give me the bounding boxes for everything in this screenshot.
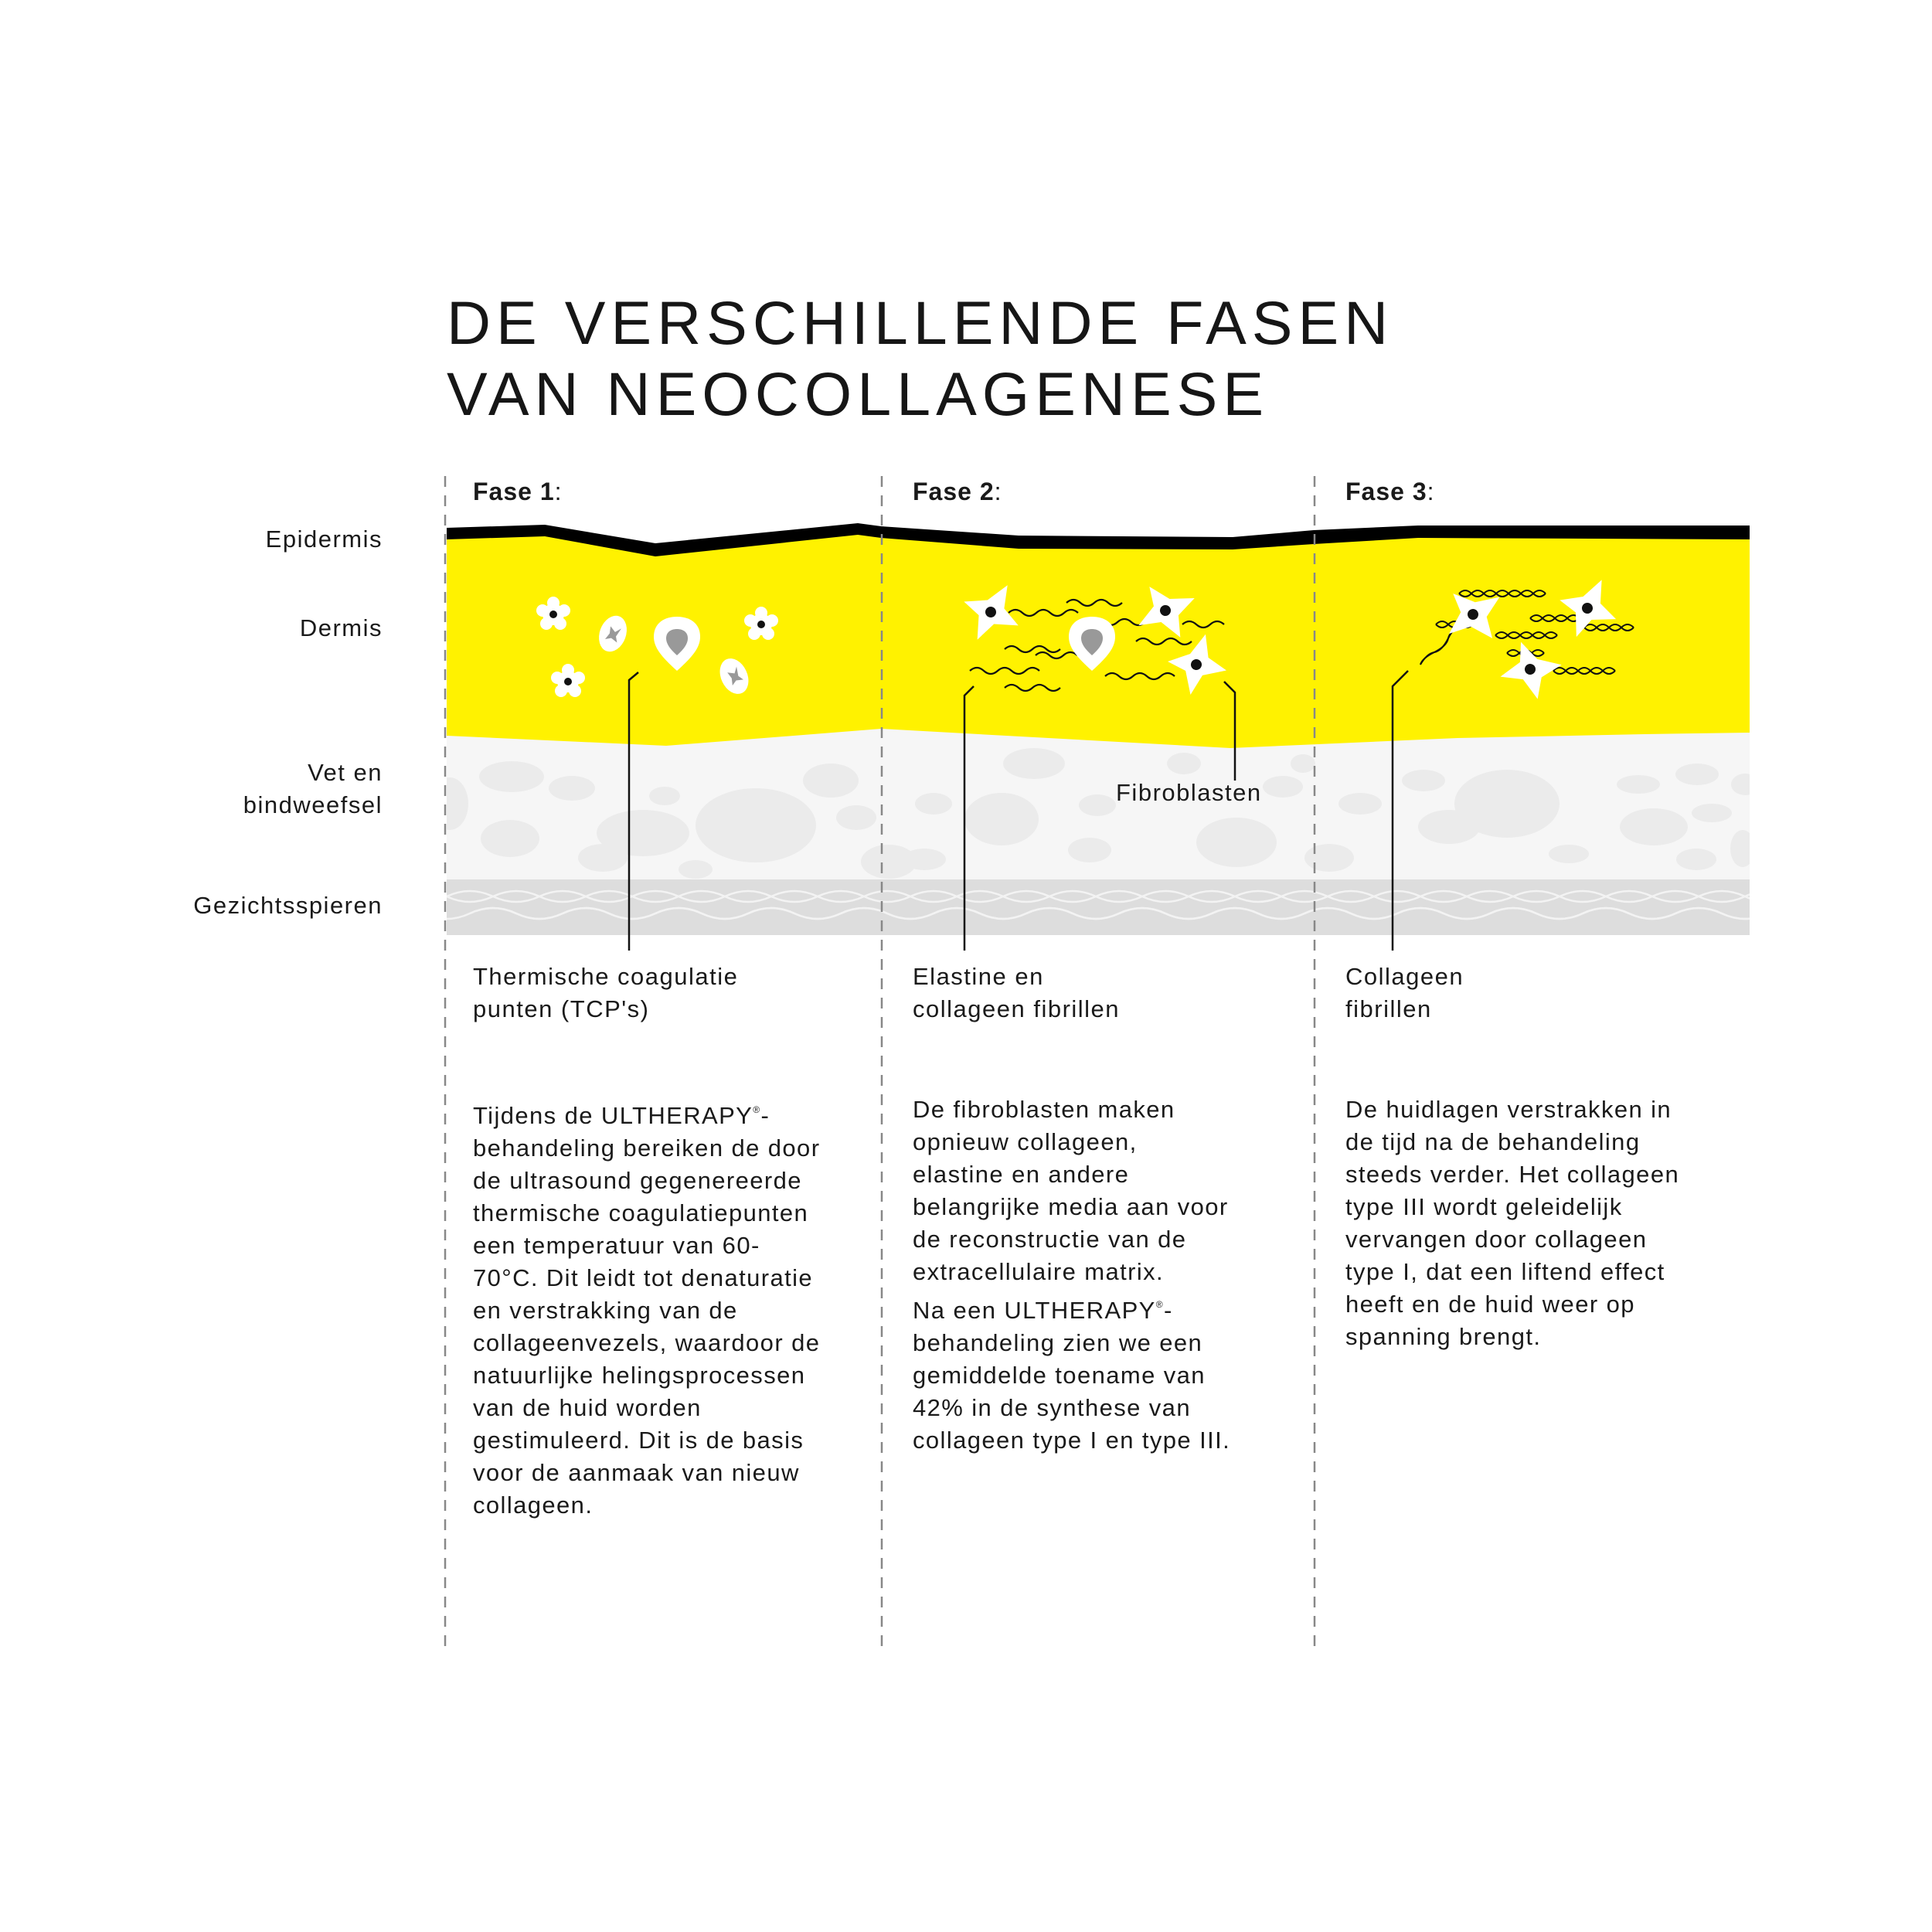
desc-1-line-13: collageen. xyxy=(473,1492,594,1519)
desc-3-line-7: heeft en de huid weer op xyxy=(1345,1291,1635,1318)
desc-1-line-2: behandeling bereiken de door xyxy=(473,1134,821,1162)
desc-3-line-8: spanning brengt. xyxy=(1345,1323,1542,1350)
desc-2-line-9: gemiddelde toename van xyxy=(913,1362,1206,1389)
layer-label-fat xyxy=(243,757,383,821)
desc-1-line-7: en verstrakking van de xyxy=(473,1297,738,1324)
brand-name: ULTHERAPY xyxy=(1004,1297,1156,1324)
layer-label-epidermis xyxy=(266,523,383,556)
desc-2-line-3: elastine en andere xyxy=(913,1161,1130,1188)
desc-2-line-8: behandeling zien we een xyxy=(913,1329,1203,1356)
registered-mark: ® xyxy=(753,1104,761,1115)
callout-collagen xyxy=(1345,961,1464,1026)
desc-2-line-5: de reconstructie van de xyxy=(913,1226,1187,1253)
desc-3-line-6: type I, dat een liftend effect xyxy=(1345,1258,1665,1285)
brand-name: ULTHERAPY xyxy=(600,1102,753,1129)
fat-text-line-1: Vet en xyxy=(308,759,383,786)
phase-2-colon: : xyxy=(994,478,1002,505)
phase-1-colon: : xyxy=(554,478,563,505)
epidermis-text: Epidermis xyxy=(265,526,383,553)
layer-label-dermis xyxy=(300,612,383,645)
desc-1-line-10: van de huid worden xyxy=(473,1394,702,1421)
phase-3-description xyxy=(1345,1094,1679,1353)
callout-elastin-collagen xyxy=(913,961,1120,1026)
callout-fibroblasts xyxy=(1116,777,1262,809)
desc-1-line-9: natuurlijke helingsprocessen xyxy=(473,1362,806,1389)
desc-2-line-4: belangrijke media aan voor xyxy=(913,1193,1229,1220)
phase-2-label: Fase 2 xyxy=(913,478,995,505)
desc-3-line-4: type III wordt geleidelijk xyxy=(1345,1193,1623,1220)
desc-2-line-11: collageen type I en type III. xyxy=(913,1427,1231,1454)
desc-3-line-2: de tijd na de behandeling xyxy=(1345,1128,1641,1155)
phase-3-colon: : xyxy=(1427,478,1435,505)
muscles-text: Gezichtsspieren xyxy=(193,892,383,919)
desc-1-line-3: de ultrasound gegenereerde xyxy=(473,1167,802,1194)
tcp-text-line-2: punten (TCP's) xyxy=(473,995,650,1022)
muscle-layer-background xyxy=(447,879,1750,935)
desc-1-line-4: thermische coagulatiepunten xyxy=(473,1199,809,1226)
tcp-text-line-1: Thermische coagulatie xyxy=(473,963,739,990)
phase-1-description xyxy=(473,1094,820,1522)
fibroblasts-text: Fibroblasten xyxy=(1116,779,1262,806)
elastin-text-line-2: collageen fibrillen xyxy=(913,995,1121,1022)
desc-3-line-5: vervangen door collageen xyxy=(1345,1226,1648,1253)
desc-1-line-1: Tijdens de ULTHERAPY®- xyxy=(473,1102,770,1129)
desc-2-line-6: extracellulaire matrix. xyxy=(913,1258,1165,1285)
desc-2-line-7: Na een ULTHERAPY®- xyxy=(913,1297,1173,1324)
layer-label-muscles xyxy=(193,889,383,922)
desc-1-line-8: collageenvezels, waardoor de xyxy=(473,1329,821,1356)
dermis-text: Dermis xyxy=(299,614,383,641)
desc-2-line-2: opnieuw collageen, xyxy=(913,1128,1138,1155)
fat-layer xyxy=(431,726,1759,879)
desc-1-line-5: een temperatuur van 60- xyxy=(473,1232,760,1259)
callout-tcp xyxy=(473,961,738,1026)
phase-1-label: Fase 1 xyxy=(473,478,555,505)
collagen-text-line-2: fibrillen xyxy=(1345,995,1432,1022)
registered-mark: ® xyxy=(1155,1299,1164,1310)
desc-2-line-1: De fibroblasten maken xyxy=(913,1096,1175,1123)
desc-2-line-10: 42% in de synthese van xyxy=(913,1394,1191,1421)
title-line-2: VAN NEOCOLLAGENESE xyxy=(447,359,1270,428)
collagen-text-line-1: Collageen xyxy=(1345,963,1464,990)
phase-3-label: Fase 3 xyxy=(1345,478,1427,505)
desc-1-line-11: gestimuleerd. Dit is de basis xyxy=(473,1427,804,1454)
desc-3-line-1: De huidlagen verstrakken in xyxy=(1345,1096,1672,1123)
title-line-1: DE VERSCHILLENDE FASEN xyxy=(447,288,1394,357)
desc-1-line-6: 70°C. Dit leidt tot denaturatie xyxy=(473,1264,814,1291)
desc-1-line-12: voor de aanmaak van nieuw xyxy=(473,1459,800,1486)
elastin-text-line-1: Elastine en xyxy=(913,963,1044,990)
fat-text-line-2: bindweefsel xyxy=(243,791,383,818)
phase-2-description xyxy=(913,1094,1230,1457)
desc-3-line-3: steeds verder. Het collageen xyxy=(1345,1161,1680,1188)
